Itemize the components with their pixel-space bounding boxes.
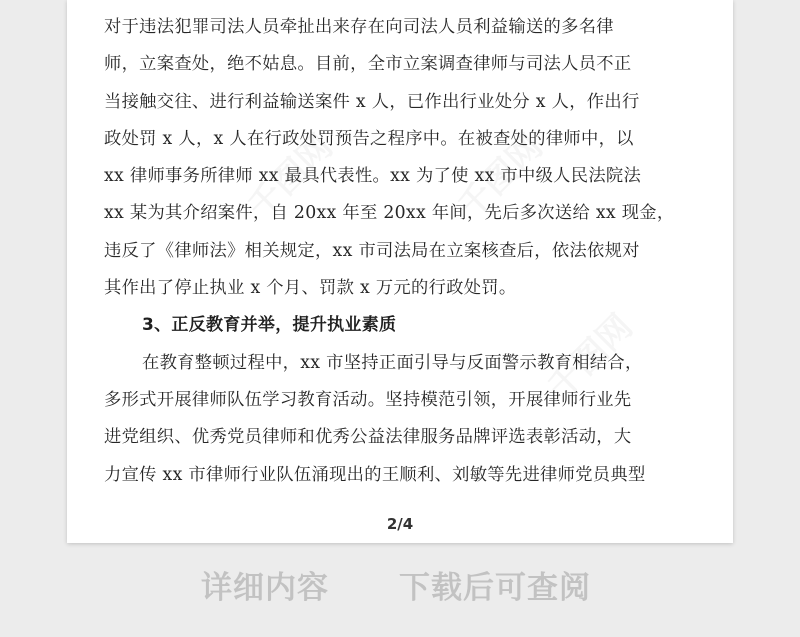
watermark: 千图网 — [240, 126, 341, 228]
text-line: xx 律师事务所律师 xx 最具代表性。xx 为了使 xx 市中级人民法院法 — [104, 166, 642, 187]
text-line: 对于违法犯罪司法人员牵扯出来存在向司法人员利益输送的多名律 — [104, 17, 614, 37]
text-line: 违反了《律师法》相关规定，xx 市司法局在立案核查后，依法依规对 — [104, 240, 640, 261]
download-prompt — [0, 562, 800, 606]
text-line: 多形式开展律师队伍学习教育活动。坚持模范引领，开展律师行业先 — [104, 389, 632, 410]
document-page — [67, 0, 733, 543]
document-body — [104, 9, 704, 494]
watermark: 千图网 — [450, 126, 551, 228]
text-line: 师，立案查处，绝不姑息。目前，全市立案调查律师与司法人员不正 — [104, 54, 632, 75]
text-line: xx 某为其介绍案件，自 20xx 年至 20xx 年间，先后多次送给 xx 现金， — [104, 203, 675, 224]
text-line: 力宣传 xx 市律师行业队伍涌现出的王顺利、刘敏等先进律师党员典型 — [104, 464, 646, 485]
text-line: 在教育整顿过程中，xx 市坚持正面引导与反面警示教育相结合， — [142, 352, 643, 373]
text-line: 当接触交往、进行利益输送案件 x 人，已作出行业处分 x 人，作出行 — [104, 91, 640, 112]
text-line: 进党组织、优秀党员律师和优秀公益法律服务品牌评选表彰活动，大 — [104, 427, 632, 448]
page-number: 2/4 — [386, 515, 414, 533]
text-line: 其作出了停止执业 x 个月、罚款 x 万元的行政处罚。 — [104, 278, 517, 299]
download-hint-label: 下载后可查阅 — [399, 570, 591, 606]
section-heading: 3、正反教育并举，提升执业素质 — [142, 315, 397, 336]
watermark: 千图网 — [540, 306, 641, 408]
details-label: 详细内容 — [201, 570, 329, 606]
text-line: 政处罚 x 人，x 人在行政处罚预告之程序中。在被查处的律师中，以 — [104, 128, 634, 149]
